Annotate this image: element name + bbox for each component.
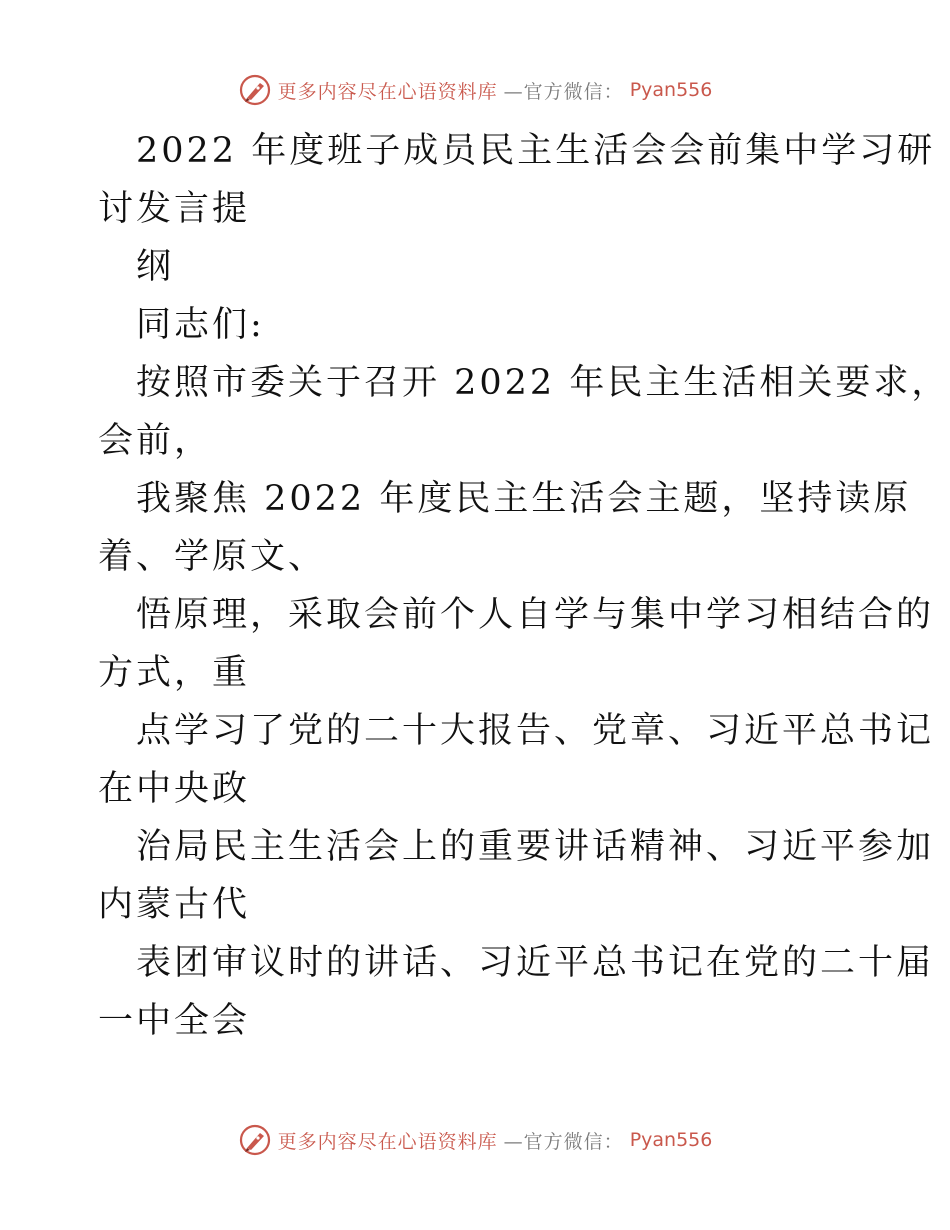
pen-nib-logo-icon [238,1123,272,1157]
watermark-separator-text: —官方微信： [503,80,624,103]
doc-line: 在中央政 [98,769,251,809]
doc-line: 纲 [136,247,175,287]
doc-line: 讨发言提 [98,189,251,229]
doc-line: 治局民主生活会上的重要讲话精神、习近平参加 [136,827,935,867]
footer-watermark [0,1120,950,1160]
doc-line: 方式，重 [98,653,251,693]
doc-line: 表团审议时的讲话、习近平总书记在党的二十届 [136,943,935,983]
watermark-separator-text: —官方微信： [503,1130,624,1153]
doc-line: 点学习了党的二十大报告、党章、习近平总书记 [136,711,935,751]
doc-line: 会前， [98,421,213,461]
doc-line: 同志们: [136,305,265,345]
header-watermark [0,70,950,110]
doc-line: 内蒙古代 [98,885,251,925]
pen-nib-logo-icon [238,73,272,107]
doc-line: 一中全会 [98,1001,251,1041]
doc-line: 按照市委关于召开 2022 年民主生活相关要求， [136,363,950,403]
watermark-brand-text: 更多内容尽在心语资料库 [277,1130,498,1153]
document-body [98,122,950,1050]
doc-line: 2022 年度班子成员民主生活会会前集中学习研 [136,131,936,171]
watermark-wechat-id: Pyan556 [629,79,713,101]
doc-line: 着、学原文、 [98,537,327,577]
doc-line: 我聚焦 2022 年度民主生活会主题，坚持读原 [136,479,912,519]
doc-line: 悟原理，采取会前个人自学与集中学习相结合的 [136,595,935,635]
watermark-brand-text: 更多内容尽在心语资料库 [277,80,498,103]
watermark-wechat-id: Pyan556 [629,1129,713,1151]
